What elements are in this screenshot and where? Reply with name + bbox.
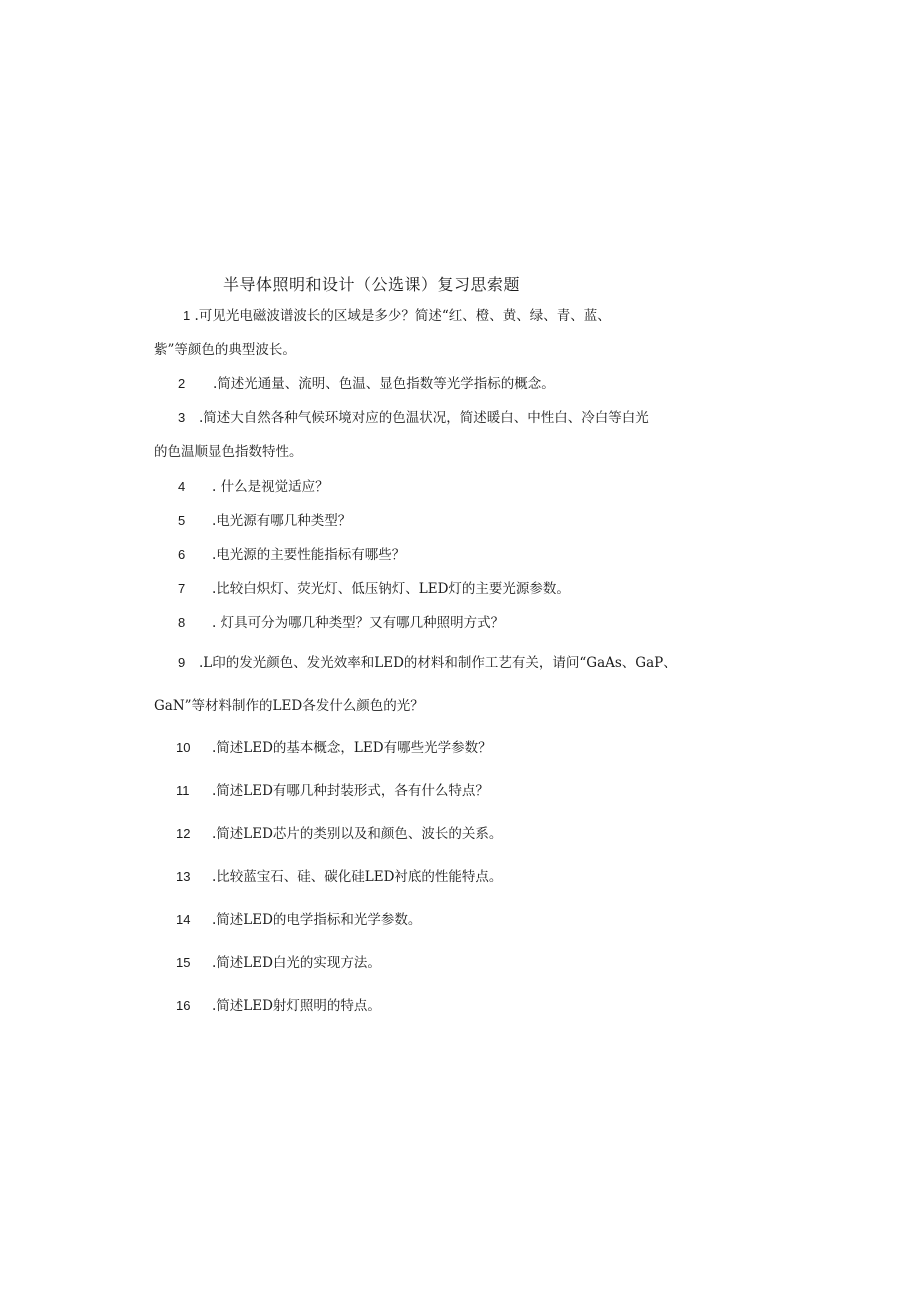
question-10 (176, 738, 492, 758)
question-text: .简述大自然各种气候环境对应的色温状况，简述暖白、中性白、冷白等白光 (199, 410, 649, 426)
question-1 (183, 306, 611, 326)
question-number: 10 (176, 740, 191, 755)
question-3 (178, 408, 649, 428)
question-text: .可见光电磁波谱波长的区域是多少？简述“红、橙、黄、绿、青、蓝、 (194, 308, 611, 324)
question-7 (178, 579, 570, 599)
question-number: 4 (178, 479, 186, 494)
question-14 (176, 910, 421, 930)
question-text: .简述LED的基本概念，LED有哪些光学参数？ (212, 740, 492, 756)
question-text: .L印的发光颜色、发光效率和LED的材料和制作工艺有关，请问“GaAs、GaP、 (199, 655, 677, 671)
question-text: .简述LED白光的实现方法。 (212, 955, 381, 971)
question-15 (176, 953, 381, 973)
question-text: . 什么是视觉适应？ (212, 479, 329, 495)
question-text: .简述LED射灯照明的特点。 (212, 998, 381, 1014)
question-number: 16 (176, 998, 191, 1013)
question-text: . 灯具可分为哪几种类型？又有哪几种照明方式？ (212, 615, 505, 631)
question-9 (178, 653, 677, 673)
question-number: 9 (178, 655, 186, 670)
question-3-continuation: 的色温顺显色指数特性。 (154, 444, 303, 460)
question-number: 13 (176, 869, 191, 884)
question-number: 3 (178, 410, 186, 425)
question-number: 14 (176, 912, 191, 927)
question-text: .简述LED有哪几种封装形式，各有什么特点？ (212, 783, 489, 799)
question-number: 8 (178, 615, 186, 630)
question-4 (178, 477, 329, 497)
question-number: 6 (178, 547, 186, 562)
page-title: 半导体照明和设计（公选课）复习思索题 (223, 275, 521, 294)
question-13 (176, 867, 502, 887)
question-text: .比较蓝宝石、硅、碳化硅LED衬底的性能特点。 (212, 869, 503, 885)
question-number: 11 (176, 783, 190, 798)
question-text: .比较白炽灯、荧光灯、低压钠灯、LED灯的主要光源参数。 (212, 581, 570, 597)
question-2 (178, 374, 555, 394)
question-11 (176, 781, 489, 801)
question-text: .电光源有哪几种类型？ (212, 513, 352, 529)
question-16 (176, 996, 381, 1016)
question-number: 7 (178, 581, 186, 596)
question-text: .电光源的主要性能指标有哪些？ (212, 547, 406, 563)
question-5 (178, 511, 351, 531)
question-number: 5 (178, 513, 186, 528)
question-12 (176, 824, 502, 844)
question-number: 12 (176, 826, 191, 841)
question-8 (178, 613, 504, 633)
question-text: .简述LED芯片的类别以及和颜色、波长的关系。 (212, 826, 503, 842)
question-number: 1 (183, 308, 191, 323)
question-text: .简述光通量、流明、色温、显色指数等光学指标的概念。 (213, 376, 555, 392)
question-number: 2 (178, 376, 186, 391)
question-1-continuation: 紫”等颜色的典型波长。 (154, 342, 296, 358)
question-text: .简述LED的电学指标和光学参数。 (212, 912, 422, 928)
question-6 (178, 545, 405, 565)
question-number: 15 (176, 955, 191, 970)
question-9-continuation: GaN”等材料制作的LED各发什么颜色的光？ (154, 698, 424, 714)
